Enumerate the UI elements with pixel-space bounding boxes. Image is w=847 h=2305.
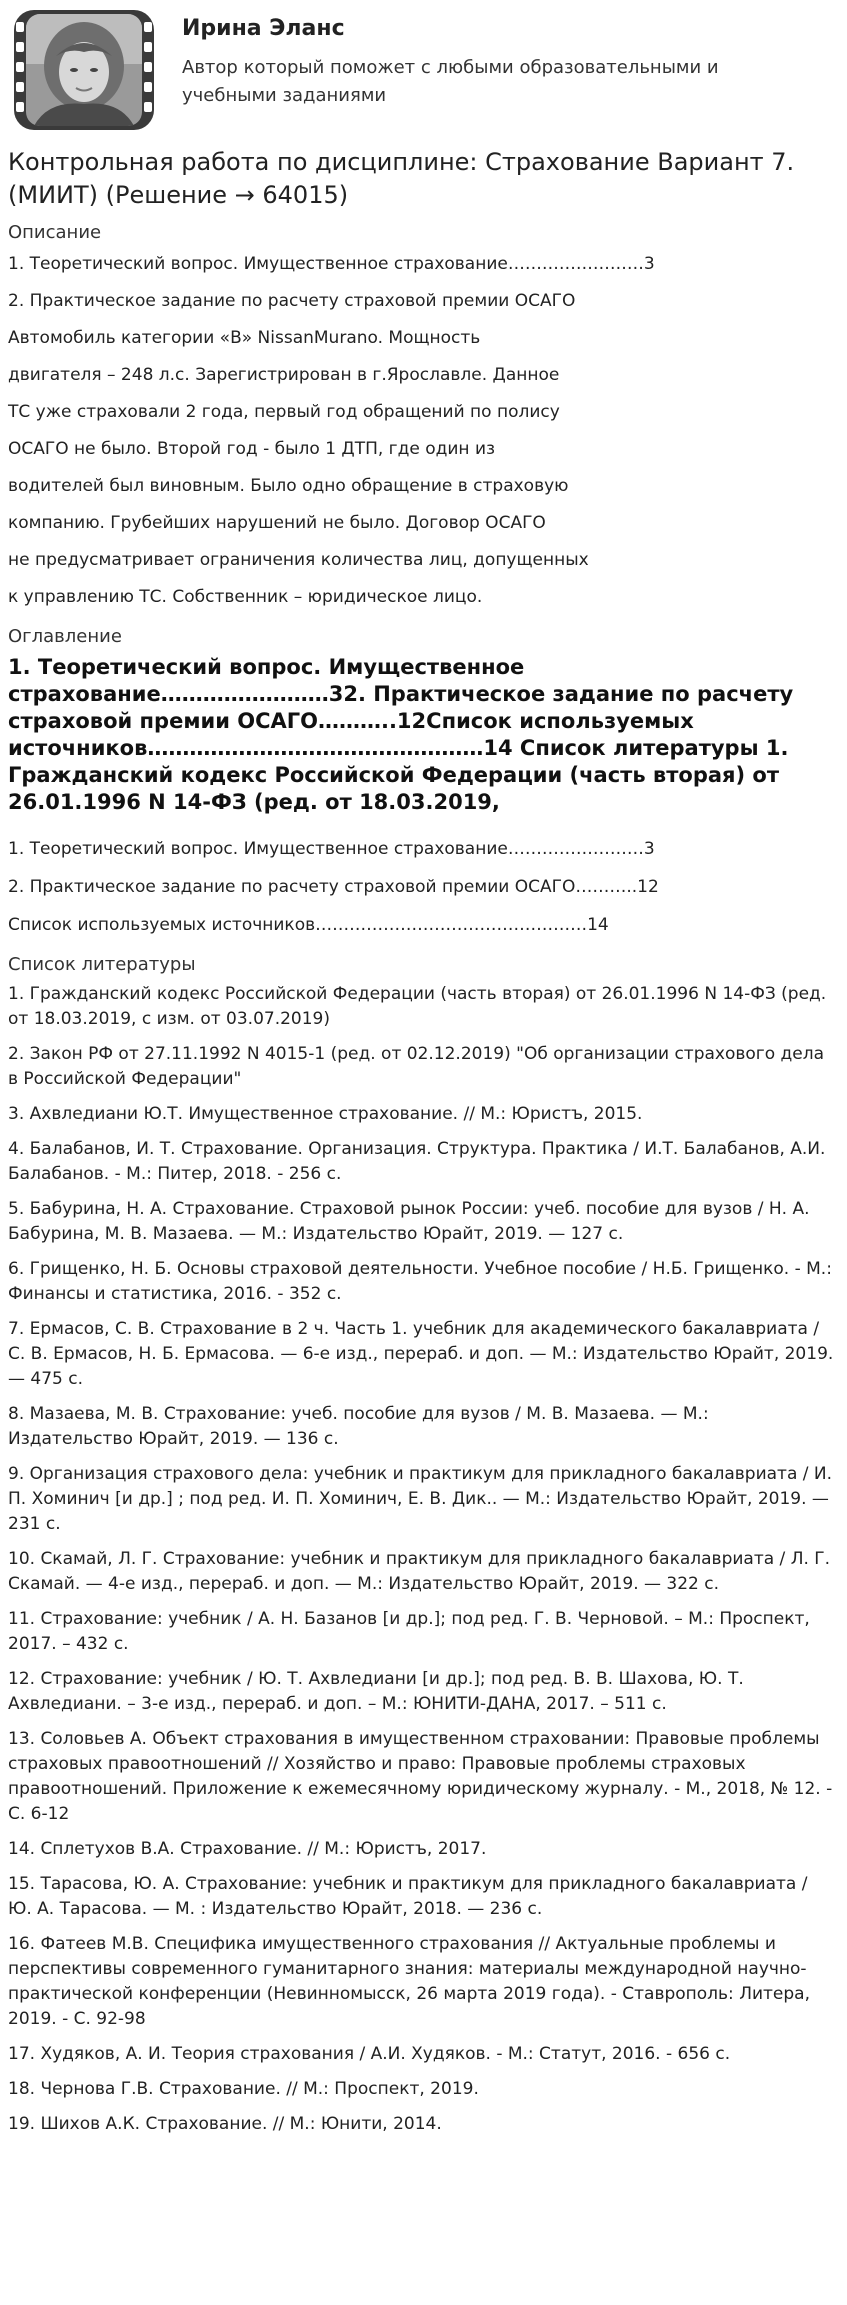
description-lines [8,246,835,616]
reference-item: 3. Ахвледиани Ю.Т. Имущественное страхование. // М.: Юристъ, 2015. [8,1104,643,1124]
reference-item: 16. Фатеев М.В. Специфика имущественного страхования // Актуальные проблемы и перспективы современного гуманитарного знания: материалы международной научно-практической конференции (Невинномысск, 26 марта 2019 года). - Ставрополь: Литера, 2019. - С. 92-98 [8,1934,810,2029]
reference-item: 19. Шихов А.К. Страхование. // М.: Юнити, 2014. [8,2114,442,2134]
description-line: водителей был виновным. Было одно обращение в страховую [8,476,569,496]
reference-item: 6. Грищенко, Н. Б. Основы страховой деятельности. Учебное пособие / Н.Б. Грищенко. - М.: Финансы и статистика, 2016. - 352 с. [8,1259,832,1304]
description-line: не предусматривает ограничения количества лиц, допущенных [8,550,589,570]
reference-item: 8. Мазаева, М. В. Страхование: учеб. пособие для вузов / М. В. Мазаева. — М.: Издательство Юрайт, 2019. — 136 с. [8,1404,709,1449]
description-label: Описание [8,222,102,243]
author-card [8,0,835,142]
author-photo-icon [8,8,158,132]
description-line: к управлению ТС. Собственник – юридическое лицо. [8,587,483,607]
description-line: двигателя – 248 л.с. Зарегистрирован в г.Ярославле. Данное [8,365,560,385]
references-label: Список литературы [8,954,196,975]
reference-item: 11. Страхование: учебник / А. Н. Базанов [и др.]; под ред. Г. В. Черновой. – М.: Проспект, 2017. – 432 с. [8,1609,810,1654]
description-line: 2. Практическое задание по расчету страховой премии ОСАГО [8,291,576,311]
reference-item: 7. Ермасов, С. В. Страхование в 2 ч. Часть 1. учебник для академического бакалавриата / С. В. Ермасов, Н. Б. Ермасова. — 6-е изд., перераб. и доп. — М.: Издательство Юрайт, 2019. — 475 с. [8,1319,834,1389]
toc-entry: 2. Практическое задание по расчету страховой премии ОСАГО………..12 [8,877,659,897]
reference-item: 13. Соловьев А. Объект страхования в имущественном страховании: Правовые проблемы страховых правоотношений // Хозяйство и право: Правовые проблемы страховых правоотношений. Приложение к ежемесячному юридическому журналу. - М., 2018, № 12. - С. 6-12 [8,1729,833,1824]
toc-entry: Список используемых источников…………………………………………14 [8,915,609,935]
author-name[interactable]: Ирина Эланс [182,16,345,41]
description-line: 1. Теоретический вопрос. Имущественное страхование……………………3 [8,254,655,274]
reference-item: 10. Скамай, Л. Г. Страхование: учебник и практикум для прикладного бакалавриата / Л. Г. Скамай. — 4-е изд., перераб. и доп. — М.: Издательство Юрайт, 2019. — 322 с. [8,1549,831,1594]
reference-item: 12. Страхование: учебник / Ю. Т. Ахвледиани [и др.]; под ред. В. В. Шахова, Ю. Т. Ахвледиани. – 3-е изд., перераб. и доп. – М.: ЮНИТИ-ДАНА, 2017. – 511 с. [8,1669,744,1714]
description-line: ТС уже страховали 2 года, первый год обращений по полису [8,402,560,422]
reference-item: 14. Сплетухов В.А. Страхование. // М.: Юристъ, 2017. [8,1839,487,1859]
description-line: Автомобиль категории «В» NissanMurano. Мощность [8,328,481,348]
description-line: компанию. Грубейших нарушений не было. Договор ОСАГО [8,513,546,533]
page-title: Контрольная работа по дисциплине: Страхование Вариант 7. (МИИТ) (Решение → 64015) [8,148,795,209]
reference-item: 9. Организация страхового дела: учебник и практикум для прикладного бакалавриата / И. П. Хоминич [и др.] ; под ред. И. П. Хоминич, Е. В. Дик.. — М.: Издательство Юрайт, 2019. — 231 с. [8,1464,833,1534]
toc-label: Оглавление [8,626,122,647]
references-list [8,982,835,2137]
author-info [182,8,782,110]
reference-item: 4. Балабанов, И. Т. Страхование. Организация. Структура. Практика / И.Т. Балабанов, А.И. Балабанов. - М.: Питер, 2018. - 256 с. [8,1139,826,1184]
author-description: Автор который поможет с любыми образовательными и учебными заданиями [182,57,719,106]
reference-item: 18. Чернова Г.В. Страхование. // М.: Проспект, 2019. [8,2079,479,2099]
reference-item: 15. Тарасова, Ю. А. Страхование: учебник и практикум для прикладного бакалавриата / Ю. А. Тарасова. — М. : Издательство Юрайт, 2018. — 236 с. [8,1874,808,1919]
toc-entry: 1. Теоретический вопрос. Имущественное страхование……………………3 [8,839,655,859]
reference-item: 1. Гражданский кодекс Российской Федерации (часть вторая) от 26.01.1996 N 14-ФЗ (ред. от 18.03.2019, с изм. от 03.07.2019) [8,984,827,1029]
avatar[interactable] [8,8,158,132]
reference-item: 2. Закон РФ от 27.11.1992 N 4015-1 (ред. от 02.12.2019) "Об организации страхового дела в Российской Федерации" [8,1044,825,1089]
reference-item: 17. Худяков, А. И. Теория страхования / А.И. Худяков. - М.: Статут, 2016. - 656 с. [8,2044,731,2064]
reference-item: 5. Бабурина, Н. А. Страхование. Страховой рынок России: учеб. пособие для вузов / Н. А. Бабурина, М. В. Мазаева. — М.: Издательство Юрайт, 2019. — 127 с. [8,1199,810,1244]
description-line: ОСАГО не было. Второй год - было 1 ДТП, где один из [8,439,496,459]
toc-heading: 1. Теоретический вопрос. Имущественное страхование……………………32. Практическое задание по расчету страховой премии ОСАГО………..12Список используемых источников…………………………………………14 Список литературы 1. Гражданский кодекс Российской Федерации (часть вторая) от 26.01.1996 N 14-ФЗ (ред. от 18.03.2019, [8,655,794,814]
toc-list [8,830,835,944]
